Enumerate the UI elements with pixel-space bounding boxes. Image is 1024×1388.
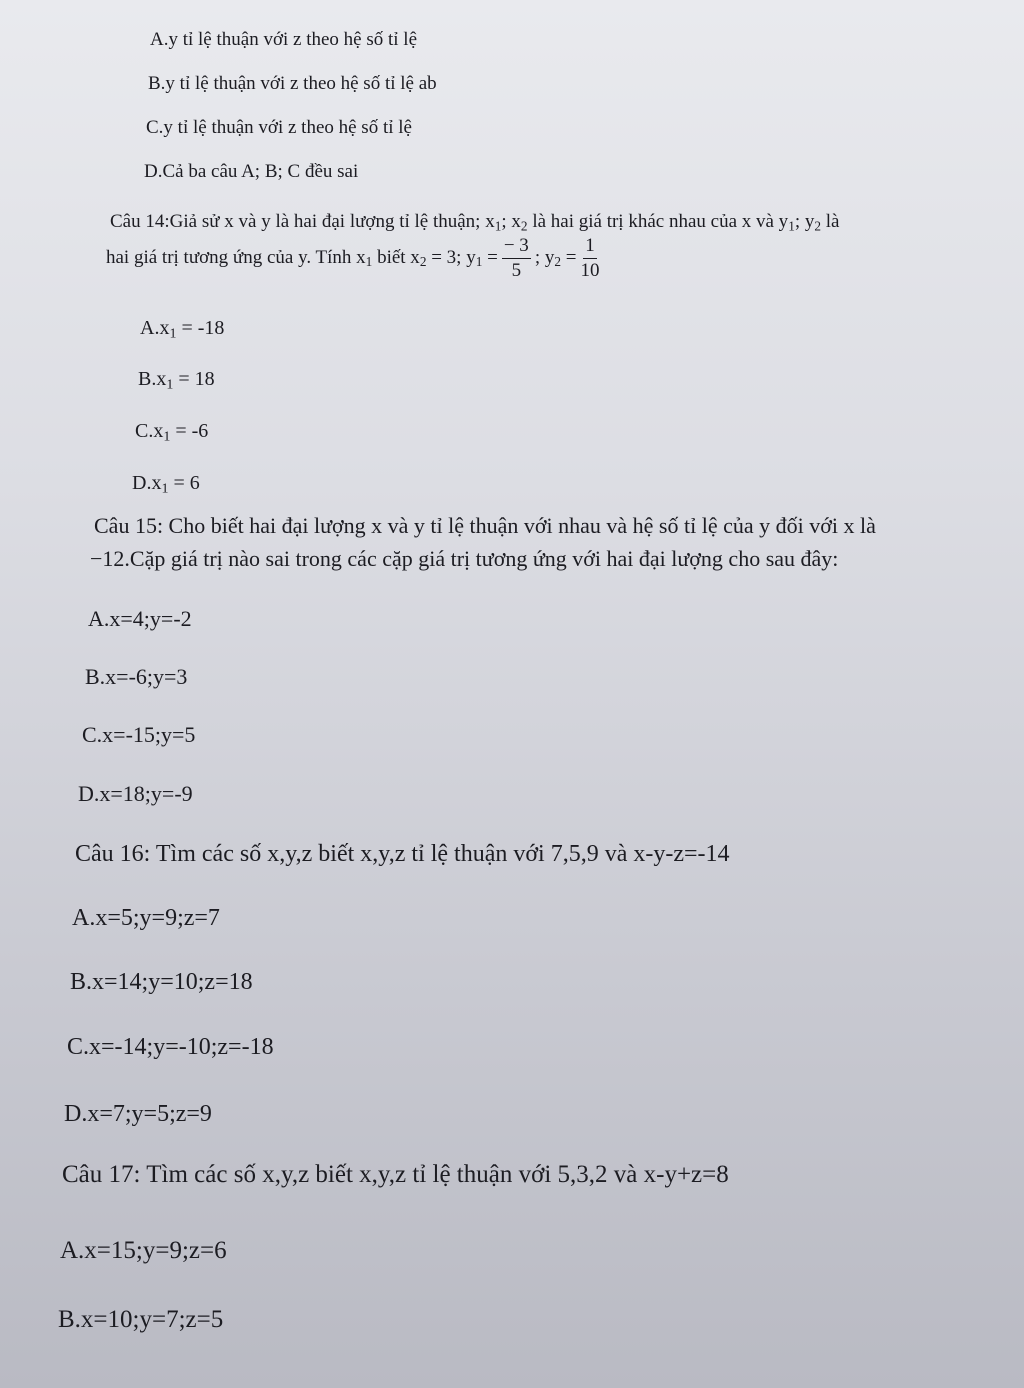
q15-option-a: A.x=4;y=-2 [88, 606, 192, 631]
q15-text-line1: Câu 15: Cho biết hai đại lượng x và y tỉ lệ thuận với nhau và hệ số tỉ lệ của y đối với x là [94, 513, 876, 538]
q14-option-c: $C.x_1 = -6$ [135, 420, 209, 445]
prev-option-b: B.y tỉ lệ thuận với z theo hệ số tỉ lệ ab [148, 73, 437, 94]
fraction-1-over-10: $\frac{1}{10}$ [580, 235, 600, 281]
fraction-minus-3-over-5: $\frac{- 3}{5}$ [503, 235, 529, 281]
q17-text-line1: Câu 17: Tìm các số x,y,z biết x,y,z tỉ lệ thuận với 5,3,2 và x-y+z=8 [62, 1161, 729, 1188]
q16-option-c: C.x=-14;y=-10;z=-18 [67, 1034, 274, 1060]
q15-option-b: B.x=-6;y=3 [85, 664, 188, 689]
q14-option-b: $B.x_1 = 18$ [138, 368, 215, 393]
q16-option-a: A.x=5;y=9;z=7 [72, 905, 220, 931]
q14-text-line1: Câu 14:Giả sử x và y là hai đại lượng tỉ lệ thuận; $x_1$; $x_2$ là hai giá trị khác nhau của x và $y_1$; $y_2$ là [110, 211, 840, 234]
q15-option-d: D.x=18;y=-9 [78, 781, 193, 806]
q16-text-line1: Câu 16: Tìm các số x,y,z biết x,y,z tỉ lệ thuận với 7,5,9 và x-y-z=-14 [75, 841, 730, 867]
prev-option-d: D.Cả ba câu A; B; C đều sai [144, 161, 359, 182]
prev-option-c: C.y tỉ lệ thuận với z theo hệ số tỉ lệ [146, 117, 412, 138]
q16-option-b: B.x=14;y=10;z=18 [70, 969, 253, 995]
q16-option-d: D.x=7;y=5;z=9 [64, 1101, 212, 1127]
q14-option-d: $D.x_1 = 6$ [132, 472, 200, 497]
q15-text-line2: −12.Cặp giá trị nào sai trong các cặp giá trị tương ứng với hai đại lượng cho sau đây: [90, 546, 839, 571]
q14-option-a: $A.x_1 = -18$ [140, 317, 225, 342]
q17-option-b: B.x=10;y=7;z=5 [58, 1306, 224, 1333]
q17-option-a: A.x=15;y=9;z=6 [60, 1237, 227, 1264]
prev-option-a: A.y tỉ lệ thuận với z theo hệ số tỉ lệ [150, 29, 418, 50]
q14-text-line2: hai giá trị tương ứng của y. Tính $x_1$ biết $x_2 = 3$; $y_1$ = $\frac{- 3}{5}$ ; $y_2$ = $\frac{1}{10}$ [106, 235, 600, 281]
q15-option-c: C.x=-15;y=5 [82, 722, 196, 747]
